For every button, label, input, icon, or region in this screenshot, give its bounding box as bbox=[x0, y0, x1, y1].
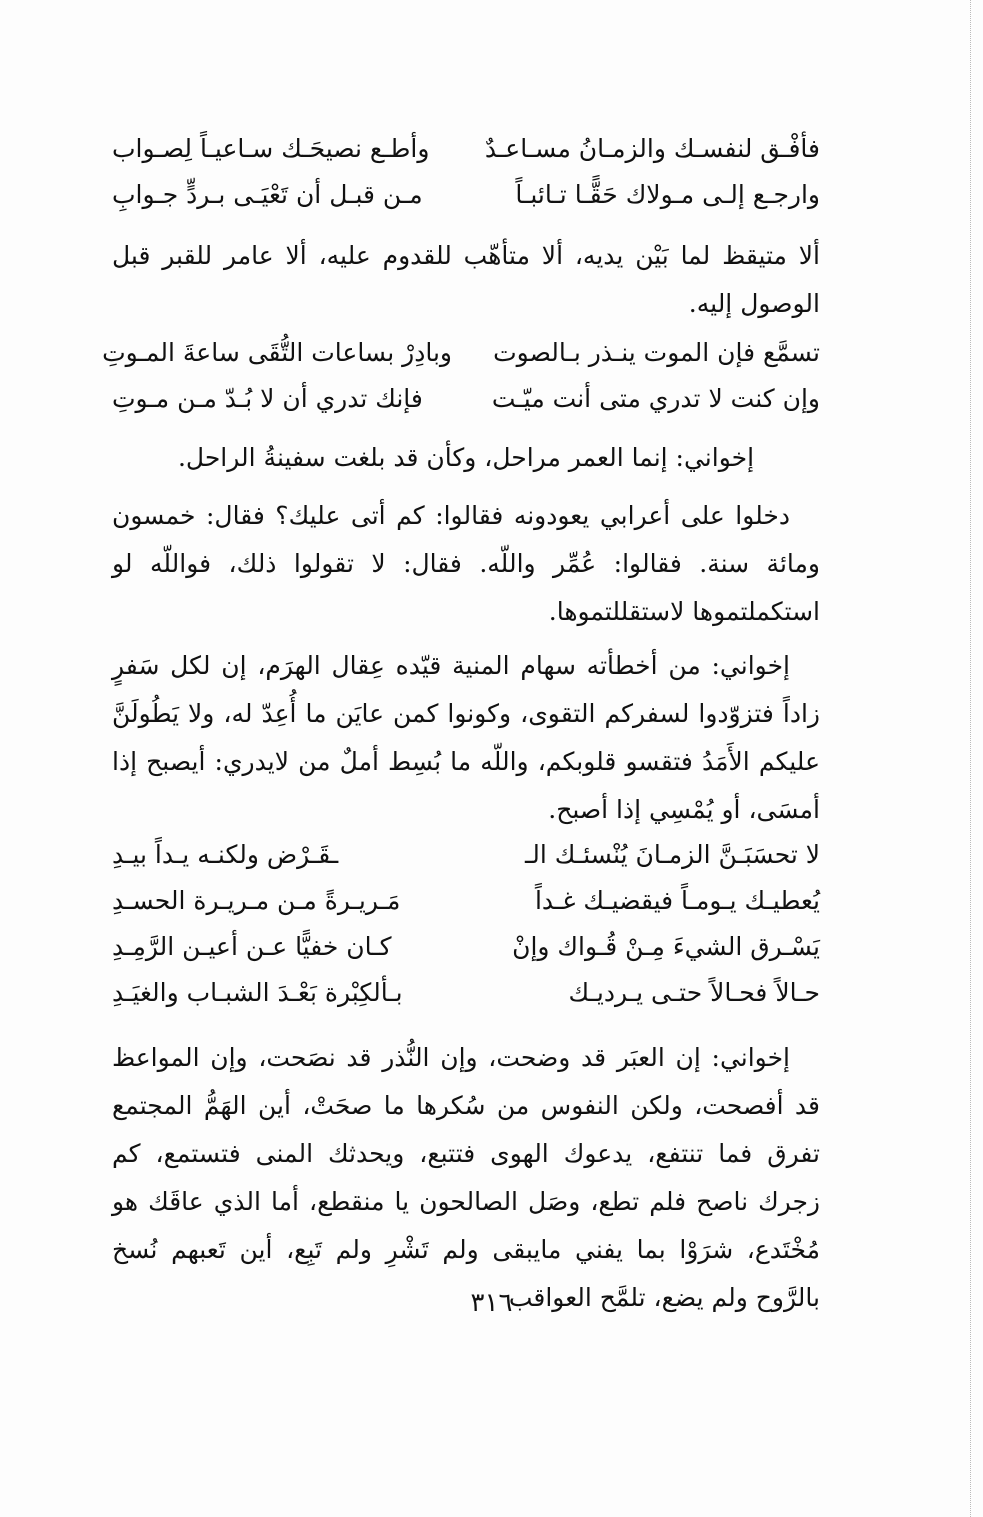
hemistich-second: مَـريـرةً مـن مـريـرة الحسـدِ bbox=[112, 886, 401, 915]
hemistich-second: مـن قبـل أن تَعْيَـى بـردٍّ جـوابِ bbox=[112, 180, 423, 209]
paragraph-4: إخواني: من أخطأته سهام المنية قيّده عِقال الهرَم، إن لكل سَفرٍ زاداً فتزوّدوا لسفركم التقوى، وكونوا كمن عايَن ما أُعِدّ له، ولا يَطُولَنَّ عليكم الأَمَدُ فتقسو قلوبكم، واللّه ما بُسِط أملٌ من لايدري: أيصبح إذا أمسَى، أو يُمْسِي إذا أصبح. bbox=[112, 651, 820, 824]
hemistich-first: فأفْـق لنفسـك والزمـانُ مسـاعـدٌ bbox=[484, 134, 820, 163]
poem-3-verse-4 bbox=[112, 970, 820, 1016]
poem-1-verse-2 bbox=[112, 172, 820, 218]
paragraph-3: دخلوا على أعرابي يعودونه فقالوا: كم أتى عليك؟ فقال: خمسون ومائة سنة. فقالوا: عُمِّر واللّه. فقال: لا تقولوا ذلك، فواللّه لو استكملتموها لاستقللتموها. bbox=[112, 501, 820, 626]
hemistich-first: يَسْـرق الشيءَ مِـنْ قُـواك وإنْ bbox=[512, 932, 820, 961]
hemistich-second: بـألكِبْرة بَعْـدَ الشبـاب والغيَـدِ bbox=[112, 978, 403, 1007]
hemistich-first: لا تحسَبَـنَّ الزمـانَ يُنْسئـك الـ bbox=[524, 840, 820, 869]
hemistich-second: وأطـع نصيحَـك سـاعيـاً لِصـواب bbox=[112, 134, 430, 163]
hemistich-first: يُعطيـك يـومـاً فيقضيـك غـداً bbox=[534, 886, 820, 915]
paragraph-2: إخواني: إنما العمر مراحل، وكأن قد بلغت سفينةُ الراحل. bbox=[177, 443, 755, 472]
poem-2 bbox=[102, 330, 820, 422]
poem-3-verse-3 bbox=[112, 924, 820, 970]
poem-3-verse-2 bbox=[112, 878, 820, 924]
hemistich-second: كـان خفيًّا عـن أعيـن الرَّمِـدِ bbox=[112, 932, 392, 961]
hemistich-first: تسمَّع فإن الموت ينـذر بـالصوت bbox=[493, 338, 820, 367]
page-number: ٣١٦ bbox=[470, 1288, 513, 1318]
hemistich-second: وبادِرْ بساعات التُّقَى ساعةَ المـوتِ bbox=[102, 338, 452, 367]
paragraph-1: ألا متيقظ لما بَيْن يديه، ألا متأهّب للقدوم عليه، ألا عامر للقبر قبل الوصول إليه. bbox=[112, 241, 820, 318]
hemistich-first: وإن كنت لا تدري متى أنت ميّـت bbox=[491, 384, 820, 413]
poem-2-verse-1 bbox=[102, 330, 820, 376]
paragraph-5: إخواني: إن العبَر قد وضحت، وإن النُّذر قد نصَحت، وإن المواعظ قد أفصحت، ولكن النفوس من سُكرها ما صحَتْ، أين الهَمُّ المجتمع تفرق فما تنتفع، يدعوك الهوى فتتبع، ويحدثك المنى فتستمع، كم زجرك ناصح فلم تطع، وصَل الصالحون يا منقطع، أما الذي عاقَك هو مُخْتَدع، شرَوْا بما يفني مايبقى ولم تَشْرِ ولم تَبِع، أين تَعبهم نُسخ بالرَّوح ولم يضع، تلمَّح العواقب bbox=[112, 1043, 820, 1312]
hemistich-first: وارجـع إلـى مـولاك حَقًّـا تـائبـاً bbox=[515, 180, 820, 209]
poem-3 bbox=[112, 832, 820, 1016]
hemistich-second: ـقَـرْض ولكنـه يـداً بيـدِ bbox=[112, 840, 339, 869]
poem-3-verse-1 bbox=[112, 832, 820, 878]
hemistich-first: حـالاً فحـالاً حتـى يـرديـك bbox=[568, 978, 820, 1007]
poem-1 bbox=[112, 126, 820, 218]
hemistich-second: فإنك تدري أن لا بُـدّ مـن مـوتِ bbox=[112, 384, 423, 413]
poem-2-verse-2 bbox=[112, 376, 820, 422]
poem-1-verse-1 bbox=[112, 126, 820, 172]
